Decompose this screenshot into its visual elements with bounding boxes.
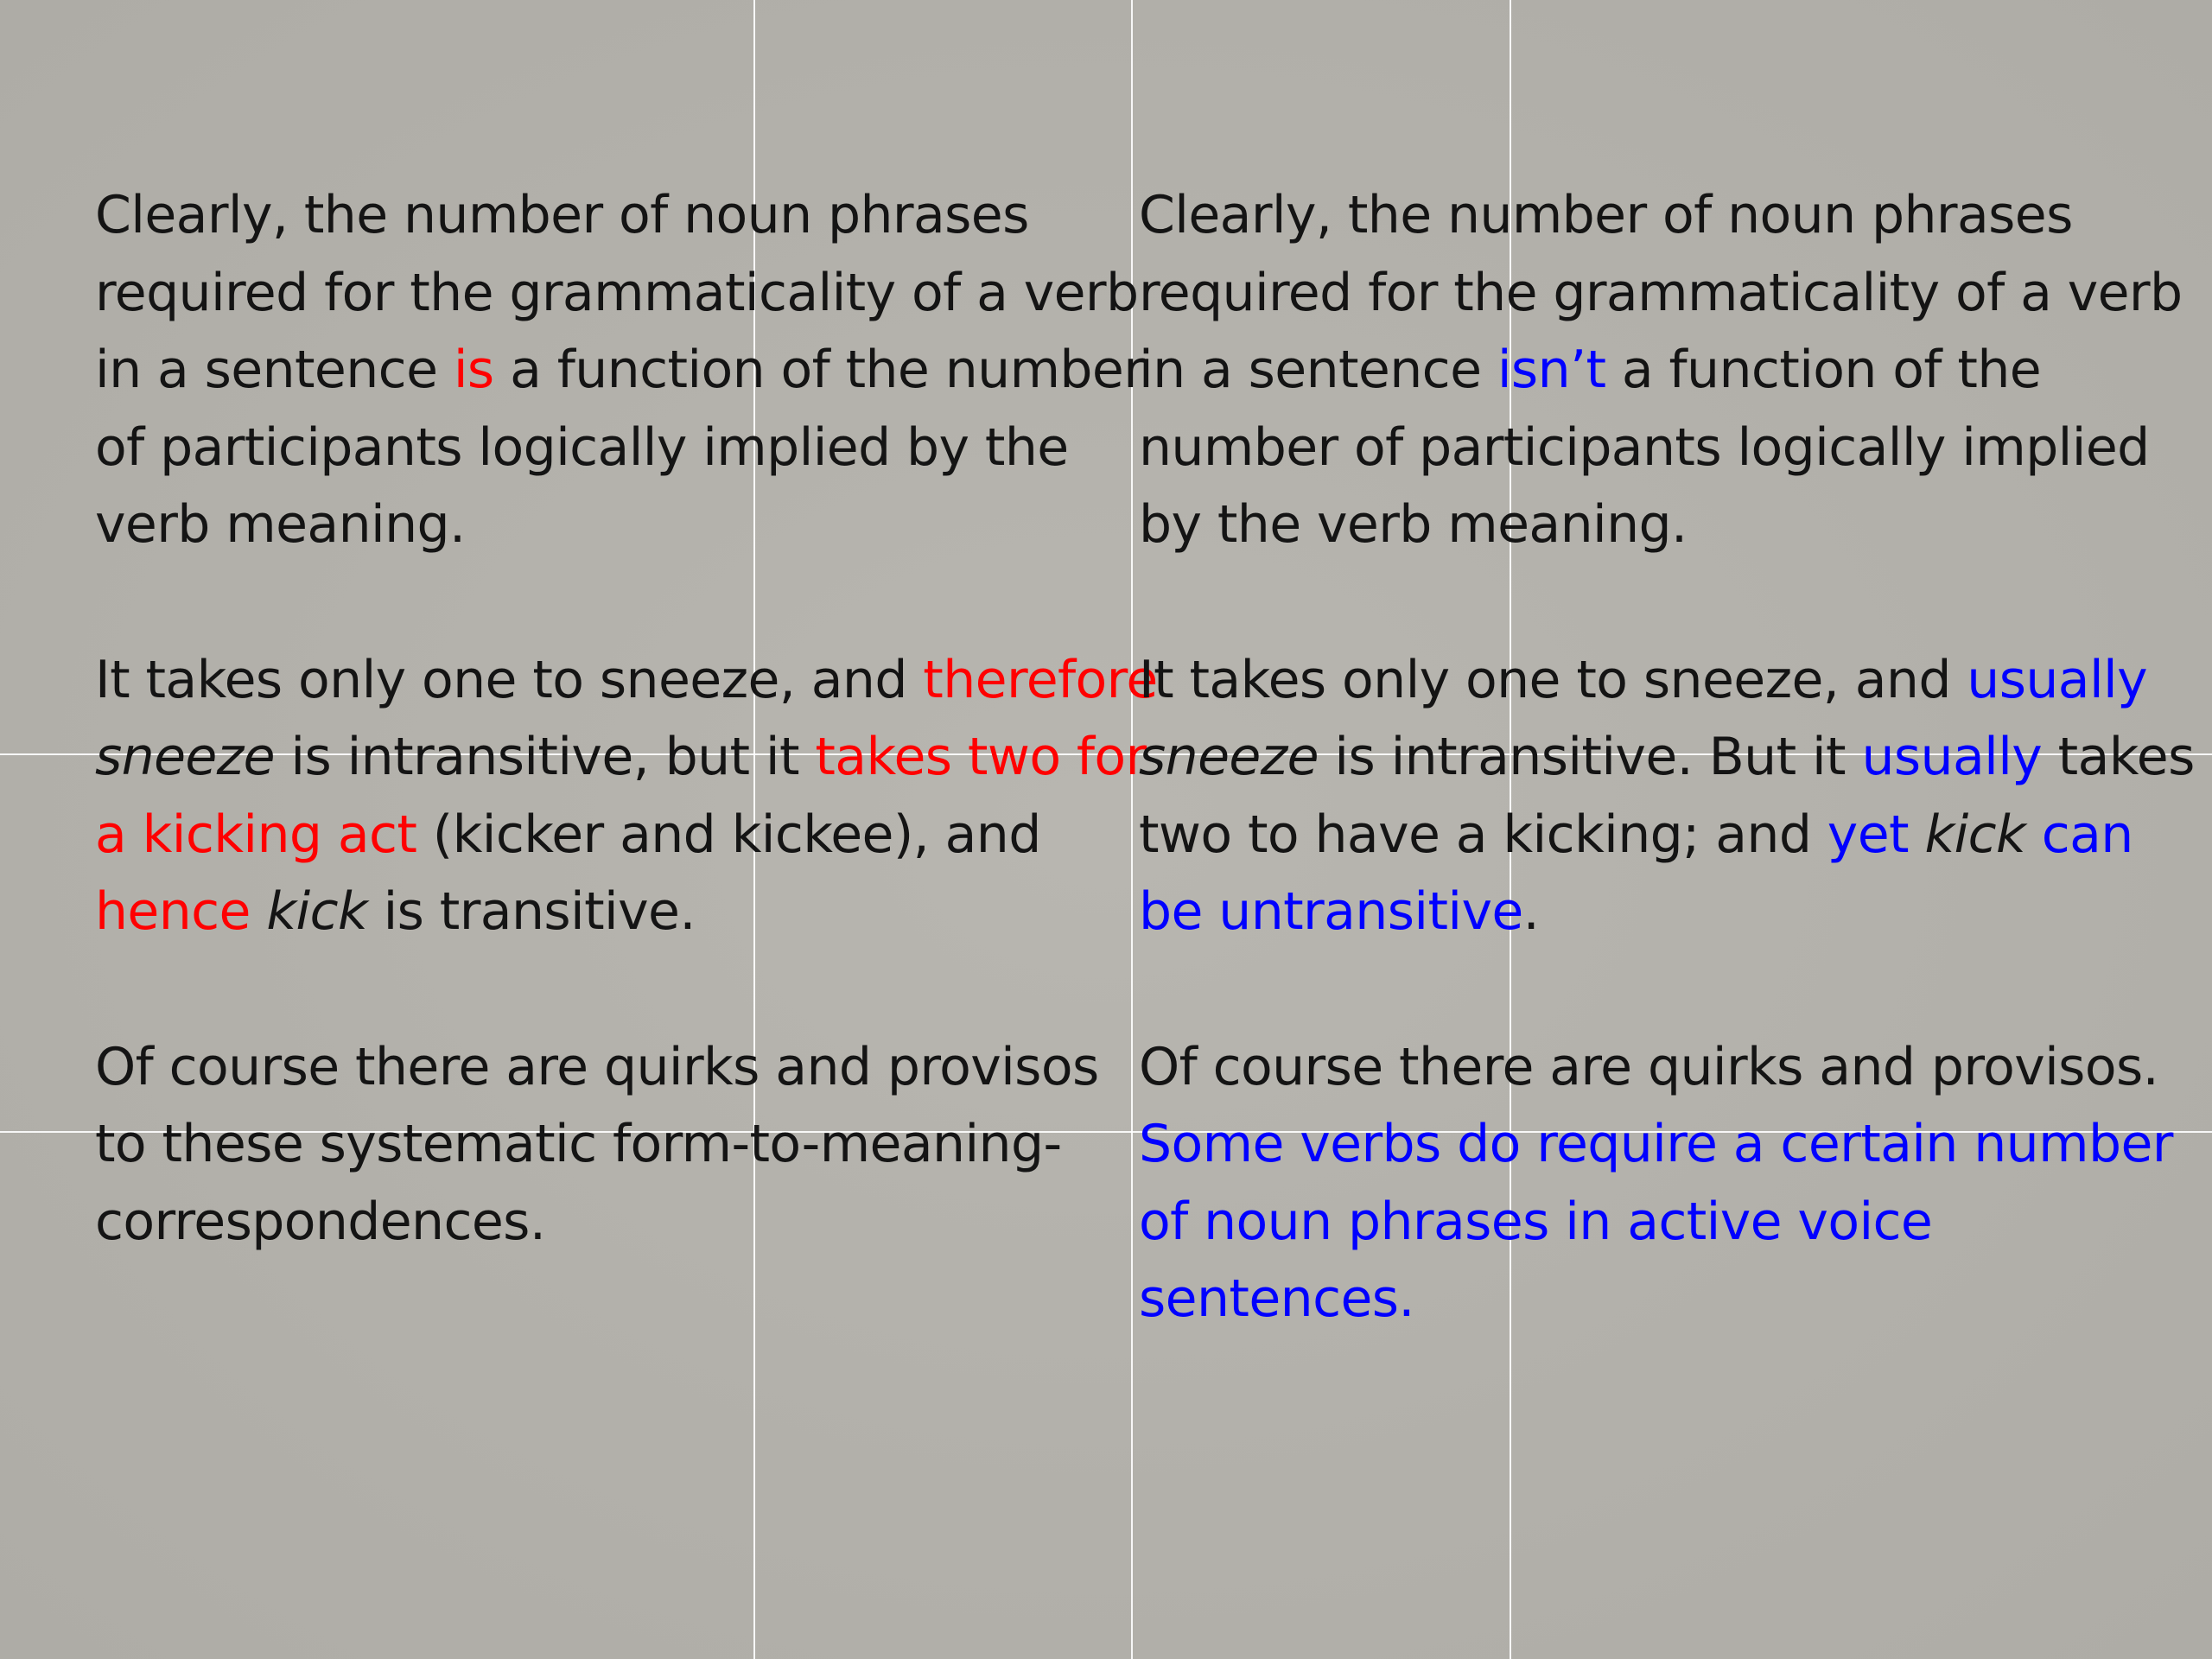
text-span: Clearly, the number of noun phrases required for the grammaticality of a verb in a sentence [1139, 185, 2183, 400]
italic-term: kick [266, 881, 368, 942]
left-paragraph-2 [95, 642, 1158, 951]
text-span: . [1522, 881, 1540, 942]
text-span: a function of the number of participants logically implied by the verb meaning. [95, 340, 1145, 555]
text-span: It takes only one to sneeze, and [95, 649, 924, 710]
text-span: takes two to have a kicking; and [1139, 727, 2195, 865]
blue-emphasis: Some verbs do require a certain number of noun phrases in active voice sentences. [1139, 1114, 2173, 1329]
italic-term: sneeze [95, 727, 275, 787]
text-span: is transitive. [367, 881, 696, 942]
text-span: (kicker and kickee), and [416, 804, 1041, 865]
italic-term: kick [1924, 804, 2026, 865]
text-span [2025, 804, 2041, 865]
text-span: a function of the number of participants logically implied by the verb meaning. [1139, 340, 2150, 555]
right-paragraph-2 [1139, 642, 2202, 951]
blue-emphasis: can be untransitive [1139, 804, 2133, 942]
right-text-column [1139, 177, 2202, 1338]
right-paragraph-1 [1139, 177, 2202, 564]
blue-emphasis: isn’t [1497, 340, 1606, 400]
text-span [1909, 804, 1924, 865]
left-text-column [95, 177, 1158, 1261]
text-span [251, 881, 266, 942]
blue-emphasis: yet [1827, 804, 1909, 865]
left-paragraph-3 [95, 1029, 1158, 1262]
right-paragraph-3 [1139, 1029, 2202, 1338]
red-emphasis: is [453, 340, 494, 400]
text-span: It takes only one to sneeze, and [1139, 649, 1967, 710]
blue-emphasis: usually [1967, 649, 2148, 710]
red-emphasis: hence [95, 881, 251, 942]
text-span: Of course there are quirks and provisos. [1139, 1036, 2159, 1097]
text-span: Of course there are quirks and provisos to these systematic form-to-meaning-correspondences. [95, 1036, 1099, 1252]
text-span: Clearly, the number of noun phrases required for the grammaticality of a verb in a sentence [95, 185, 1139, 400]
red-emphasis: takes two for a kicking act [95, 727, 1147, 865]
italic-term: sneeze [1139, 727, 1319, 787]
text-span: is intransitive, but it [274, 727, 816, 787]
blue-emphasis: usually [1861, 727, 2043, 787]
red-emphasis: therefore [923, 649, 1158, 710]
text-span: is intransitive. But it [1318, 727, 1862, 787]
left-paragraph-1 [95, 177, 1158, 564]
